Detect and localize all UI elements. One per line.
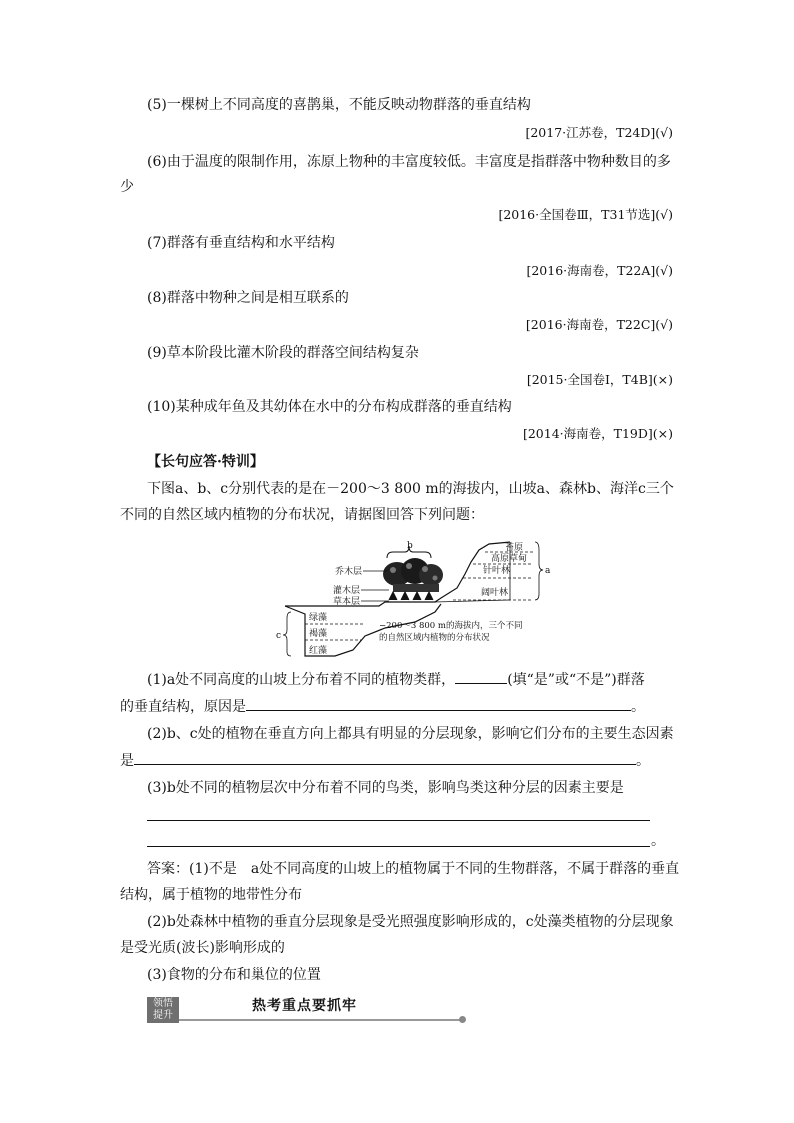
conifer-label: 针叶林 xyxy=(483,566,511,576)
label-a: a xyxy=(545,566,551,576)
question-1-period: 。 xyxy=(631,699,645,715)
question-1-blank[interactable] xyxy=(455,669,507,684)
item-9-text: (9)草本阶段比灌木阶段的群落空间结构复杂 xyxy=(147,345,419,361)
broadleaf-label: 阔叶林 xyxy=(481,588,509,598)
question-3-answer-line-1[interactable] xyxy=(147,820,650,821)
banner-dot xyxy=(459,1016,466,1023)
green-algae-label: 绿藻 xyxy=(309,613,328,623)
intro-line-2: 不同的自然区域内植物的分布状况，请据图回答下列问题： xyxy=(120,507,484,523)
question-1-part-1: (1)a处不同高度的山坡上分布着不同的植物类群， xyxy=(147,672,456,688)
brown-algae-label: 褐藻 xyxy=(309,629,328,639)
item-7-text: (7)群落有垂直结构和水平结构 xyxy=(147,235,335,251)
banner-tag-line-2: 提升 xyxy=(153,1010,173,1021)
moss-label: 苔原 xyxy=(505,543,524,553)
item-7-source: [2016·海南卷，T22A](√) xyxy=(526,263,673,278)
answer-line-3: (2)b处森林中植物的垂直分层现象是受光照强度影响形成的，c处藻类植物的分层现象 xyxy=(147,914,674,930)
question-2-line-2 xyxy=(120,750,794,771)
item-6-source: [2016·全国卷Ⅲ，T31节选](√) xyxy=(498,207,673,222)
item-8-text: (8)群落中物种之间是相互联系的 xyxy=(147,290,349,306)
question-3-period: 。 xyxy=(651,833,665,849)
tree-layer-label: 乔木层 xyxy=(335,567,363,577)
herb-layer-label: 草本层 xyxy=(333,597,361,607)
red-algae-label: 红藻 xyxy=(309,646,328,656)
label-b: b xyxy=(407,541,413,551)
answer-line-5: (3)食物的分布和巢位的位置 xyxy=(147,967,321,983)
item-10-source: [2014·海南卷，T19D](×) xyxy=(522,426,673,441)
answer-line-4: 是受光质(波长)影响形成的 xyxy=(120,940,285,956)
banner-tag xyxy=(147,997,179,1023)
figure-caption-2: 的自然区域内植物的分布状况 xyxy=(379,633,490,643)
item-8-source: [2016·海南卷，T22C](√) xyxy=(525,317,673,332)
question-2-period: 。 xyxy=(636,753,650,769)
question-2-blank[interactable] xyxy=(134,750,636,765)
section-title: 【长句应答·特训】 xyxy=(147,454,264,470)
figure-caption-1: −200～3 800 m的海拔内，三个不同 xyxy=(379,621,523,631)
item-6-text-cont: 少 xyxy=(120,179,134,195)
section-banner xyxy=(147,997,467,1023)
question-1-part-2: (填“是”或“不是”)群落 xyxy=(507,672,645,688)
question-3-line-1: (3)b处不同的植物层次中分布着不同的鸟类，影响鸟类这种分层的因素主要是 xyxy=(147,780,624,796)
question-3-answer-line-2[interactable] xyxy=(147,846,650,847)
answer-line-1: 答案：(1)不是 a处不同高度的山坡上的植物属于不同的生物群落，不属于群落的垂直 xyxy=(147,861,680,877)
item-9-source: [2015·全国卷Ⅰ，T4B](×) xyxy=(526,372,673,387)
alpine-meadow-label: 高原草甸 xyxy=(491,554,528,564)
item-6-text: (6)由于温度的限制作用，冻原上物种的丰富度较低。丰富度是指群落中物种数目的多 xyxy=(147,154,671,170)
question-1-reason-prompt: 的垂直结构，原因是 xyxy=(120,699,246,715)
question-1-reason-blank[interactable] xyxy=(246,696,631,711)
item-5-text: (5)一棵树上不同高度的喜鹊巢，不能反映动物群落的垂直结构 xyxy=(147,97,531,113)
question-2-line-1: (2)b、c处的植物在垂直方向上都具有明显的分层现象，影响它们分布的主要生态因素 xyxy=(147,726,674,742)
question-1-line-2 xyxy=(120,696,794,717)
shrub-layer-label: 灌木层 xyxy=(333,586,361,596)
altitude-vegetation-figure xyxy=(275,540,565,662)
answer-line-2: 结构，属于植物的地带性分布 xyxy=(120,887,302,903)
item-10-text: (10)某种成年鱼及其幼体在水中的分布构成群落的垂直结构 xyxy=(147,399,512,415)
question-2-prompt-end: 是 xyxy=(120,753,134,769)
label-c: c xyxy=(276,631,282,641)
banner-title: 热考重点要抓牢 xyxy=(252,998,357,1014)
banner-tag-line-1: 领悟 xyxy=(153,998,173,1009)
banner-underline xyxy=(179,1019,461,1021)
question-1-line-1 xyxy=(147,669,794,690)
intro-line-1: 下图a、b、c分别代表的是在－200～3 800 m的海拔内，山坡a、森林b、海洋c三个 xyxy=(147,481,674,497)
item-5-source: [2017·江苏卷，T24D](√) xyxy=(525,125,673,140)
